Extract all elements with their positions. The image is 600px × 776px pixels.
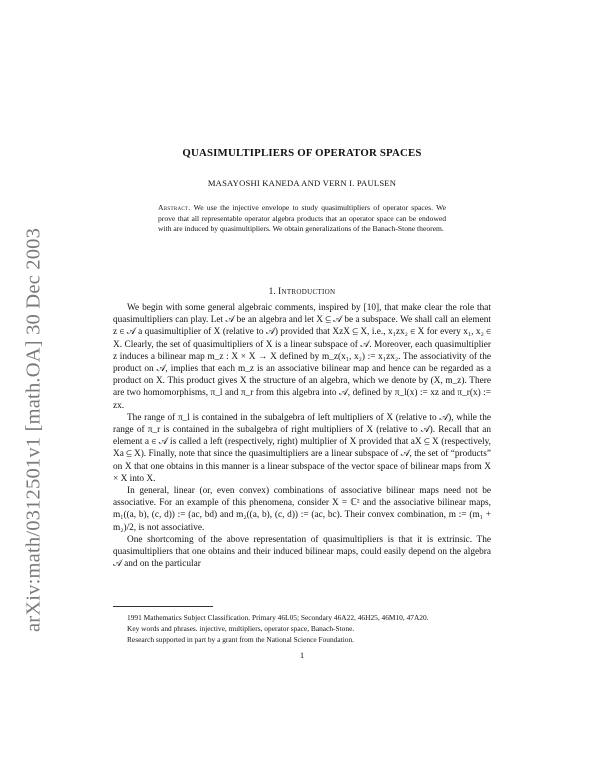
footnote-funding: Research supported in part by a grant from the National Science Foundation. xyxy=(127,635,354,644)
footnotes xyxy=(113,612,491,645)
page-number: 1 xyxy=(299,651,305,660)
paragraph: We begin with some general algebraic comments, inspired by [10], that make clear the role that quasimultipliers can play. Let 𝒜 be an algebra and let X ⊆ 𝒜 be a subspace. We shall call an element z ∈ 𝒜 a quasimultiplier of X (relative to 𝒜) provided that XzX ⊆ X, i.e., x₁zx₂ ∈ X for every x₁, x₂ ∈ X. Clearly, the set of quasimultipliers of X is a linear subspace of 𝒜. Moreover, each quasimultiplier z induces a bilinear map m_z : X × X → X defined by m_z(x₁, x₂) := x₁zx₂. The associativity of the product on 𝒜, implies that each m_z is an associative bilinear map and hence can be regarded as a product on X. This product gives X the structure of an algebra, which we denote by (X, m_z). There are two homomorphisms, π_l and π_r from this algebra into 𝒜, defined by π_l(x) := xz and π_r(x) := zx. xyxy=(113,303,491,411)
section-title: Introduction xyxy=(278,286,336,297)
footnote-msc: 1991 Mathematics Subject Classification. Primary 46L05; Secondary 46A22, 46H25, 46M10, 47A20. xyxy=(127,613,429,622)
section-number: 1. xyxy=(268,287,276,297)
abstract-label: Abstract. xyxy=(158,203,191,212)
paragraph: The range of π_l is contained in the subalgebra of left multipliers of X (relative to 𝒜), while the range of π_r is contained in the subalgebra of right multipliers of X (relative to 𝒜). Recall that an element a ∈ 𝒜 is called a left (respectively, right) multiplier of X provided that aX ⊆ X (respectively, Xa ⊆ X). Finally, note that since the quasimultipliers are a linear subspace of 𝒜, the set of “products” on X that one obtains in this manner is a linear subspace of the vector space of bilinear maps from X × X into X. xyxy=(113,412,491,484)
footnote-divider xyxy=(113,606,213,607)
footnote-keywords: Key words and phrases. injective, multipliers, operator space, Banach-Stone. xyxy=(127,624,355,633)
abstract-text: We use the injective envelope to study quasimultipliers of operator spaces. We prove that all representable operator algebra products that an operator space can be endowed with are induced by quasimultipliers. We obtain generalizations of the Banach-Stone theorem. xyxy=(158,203,447,234)
paper-title: QUASIMULTIPLIERS OF OPERATOR SPACES xyxy=(182,147,422,159)
section-heading xyxy=(113,286,491,297)
paragraph: In general, linear (or, even convex) combinations of associative bilinear maps need not be associative. For an example of this phenomena, consider X = ℂ² and the associative bilinear maps, m₁((a, b), (c, d)) := (ac, bd) and m₂((a, b), (c, d)) := (ac, bc). Their convex combination, m := (m₁ + m₂)/2, is not associative. xyxy=(113,486,491,533)
arxiv-stamp xyxy=(14,0,54,776)
abstract xyxy=(158,203,446,235)
arxiv-id: arXiv:math/0312501v1 [math.OA] 30 Dec 2003 xyxy=(22,227,45,633)
paper-authors: MASAYOSHI KANEDA AND VERN I. PAULSEN xyxy=(207,178,397,188)
body-text xyxy=(113,302,491,570)
paragraph: One shortcoming of the above representation of quasimultipliers is that it is extrinsic. The quasimultipliers that one obtains and their induced bilinear maps, could easily depend on the algebra 𝒜 and on the particular xyxy=(113,534,491,570)
